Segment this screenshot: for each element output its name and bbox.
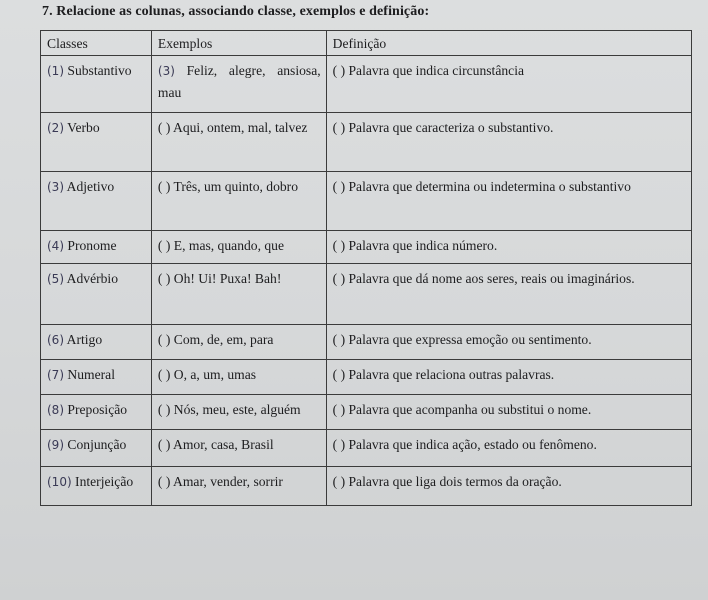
class-cell [41, 113, 152, 172]
class-name: Verbo [67, 120, 100, 135]
definition-cell [326, 113, 691, 172]
definition-answer-slot[interactable]: ( ) [332, 120, 346, 135]
class-name: Preposição [67, 402, 128, 417]
definition-cell [326, 231, 691, 264]
class-cell [41, 56, 152, 113]
example-cell [151, 231, 326, 264]
definition-cell [326, 264, 691, 325]
definition-answer-slot[interactable]: ( ) [332, 238, 346, 253]
definition-answer-slot[interactable]: ( ) [332, 332, 346, 347]
class-cell [41, 467, 152, 506]
example-answer-slot[interactable]: ( ) [157, 179, 171, 194]
example-cell [151, 172, 326, 231]
example-text: Três, um quinto, dobro [173, 179, 299, 194]
class-name: Interjeição [75, 474, 134, 489]
class-cell [41, 325, 152, 360]
class-number: (10) [47, 475, 72, 489]
example-cell [151, 264, 326, 325]
example-answer-slot[interactable]: ( ) [157, 238, 171, 253]
header-row [41, 31, 692, 56]
example-cell [151, 430, 326, 467]
class-number: (2) [47, 121, 64, 135]
header-exemplos: Exemplos [151, 31, 326, 56]
definition-text: Palavra que determina ou indetermina o substantivo [348, 179, 631, 194]
definition-cell [326, 360, 691, 395]
definition-answer-slot[interactable]: ( ) [332, 367, 346, 382]
class-name: Conjunção [67, 437, 127, 452]
question-title: 7. Relacione as colunas, associando classe, exemplos e definição: [42, 4, 430, 19]
table-row [41, 172, 692, 231]
definition-text: Palavra que acompanha ou substitui o nome. [348, 402, 592, 417]
header-definicao: Definição [326, 31, 691, 56]
table-row [41, 360, 692, 395]
class-name: Pronome [67, 238, 117, 253]
definition-text: Palavra que indica circunstância [348, 63, 525, 78]
definition-text: Palavra que dá nome aos seres, reais ou imaginários. [348, 271, 635, 286]
definition-text: Palavra que expressa emoção ou sentimento. [348, 332, 592, 347]
header-classes: Classes [41, 31, 152, 56]
table-row [41, 113, 692, 172]
table-row [41, 264, 692, 325]
definition-text: Palavra que caracteriza o substantivo. [348, 120, 554, 135]
class-cell [41, 231, 152, 264]
example-text: Amar, vender, sorrir [173, 474, 283, 489]
example-text: Amor, casa, Brasil [173, 437, 274, 452]
table-row [41, 325, 692, 360]
class-name: Artigo [66, 332, 103, 347]
example-text: Com, de, em, para [173, 332, 274, 347]
example-cell [151, 360, 326, 395]
definition-answer-slot[interactable]: ( ) [332, 271, 346, 286]
class-cell [41, 264, 152, 325]
example-cell [151, 325, 326, 360]
definition-cell [326, 172, 691, 231]
example-answer-slot[interactable]: (3) [157, 64, 175, 78]
matching-table [40, 30, 692, 506]
class-cell [41, 430, 152, 467]
definition-cell [326, 56, 691, 113]
example-text: Oh! Ui! Puxa! Bah! [173, 271, 282, 286]
class-number: (9) [47, 438, 64, 452]
example-answer-slot[interactable]: ( ) [157, 474, 171, 489]
example-text: Nós, meu, este, alguém [173, 402, 301, 417]
class-name: Numeral [67, 367, 115, 382]
example-cell [151, 467, 326, 506]
definition-cell [326, 395, 691, 430]
class-number: (8) [47, 403, 64, 417]
table-row [41, 430, 692, 467]
example-answer-slot[interactable]: ( ) [157, 120, 171, 135]
table-row [41, 467, 692, 506]
class-name: Substantivo [67, 63, 132, 78]
class-number: (1) [47, 64, 64, 78]
example-cell [151, 56, 326, 113]
example-answer-slot[interactable]: ( ) [157, 402, 171, 417]
example-cell [151, 395, 326, 430]
example-text: O, a, um, umas [173, 367, 257, 382]
definition-cell [326, 325, 691, 360]
definition-text: Palavra que liga dois termos da oração. [348, 474, 562, 489]
definition-cell [326, 467, 691, 506]
definition-text: Palavra que relaciona outras palavras. [348, 367, 555, 382]
example-answer-slot[interactable]: ( ) [157, 271, 171, 286]
class-cell [41, 172, 152, 231]
definition-answer-slot[interactable]: ( ) [332, 63, 346, 78]
table-row [41, 395, 692, 430]
definition-cell [326, 430, 691, 467]
class-name: Adjetivo [66, 179, 115, 194]
definition-answer-slot[interactable]: ( ) [332, 474, 346, 489]
class-number: (7) [47, 368, 64, 382]
class-number: (6) [47, 333, 64, 347]
class-number: (4) [47, 239, 64, 253]
class-name: Advérbio [66, 271, 118, 286]
example-answer-slot[interactable]: ( ) [157, 332, 171, 347]
table-row [41, 56, 692, 113]
example-text: Aqui, ontem, mal, talvez [173, 120, 308, 135]
class-cell [41, 360, 152, 395]
example-text: E, mas, quando, que [173, 238, 285, 253]
definition-text: Palavra que indica número. [348, 238, 498, 253]
definition-text: Palavra que indica ação, estado ou fenômeno. [348, 437, 597, 452]
class-cell [41, 395, 152, 430]
class-number: (3) [47, 180, 64, 194]
example-answer-slot[interactable]: ( ) [157, 367, 171, 382]
definition-answer-slot[interactable]: ( ) [332, 179, 346, 194]
definition-answer-slot[interactable]: ( ) [332, 437, 346, 452]
definition-answer-slot[interactable]: ( ) [332, 402, 346, 417]
class-number: (5) [47, 272, 64, 286]
table-row [41, 231, 692, 264]
example-cell [151, 113, 326, 172]
example-answer-slot[interactable]: ( ) [157, 437, 171, 452]
example-text: Feliz, alegre, ansiosa, mau [157, 63, 321, 100]
